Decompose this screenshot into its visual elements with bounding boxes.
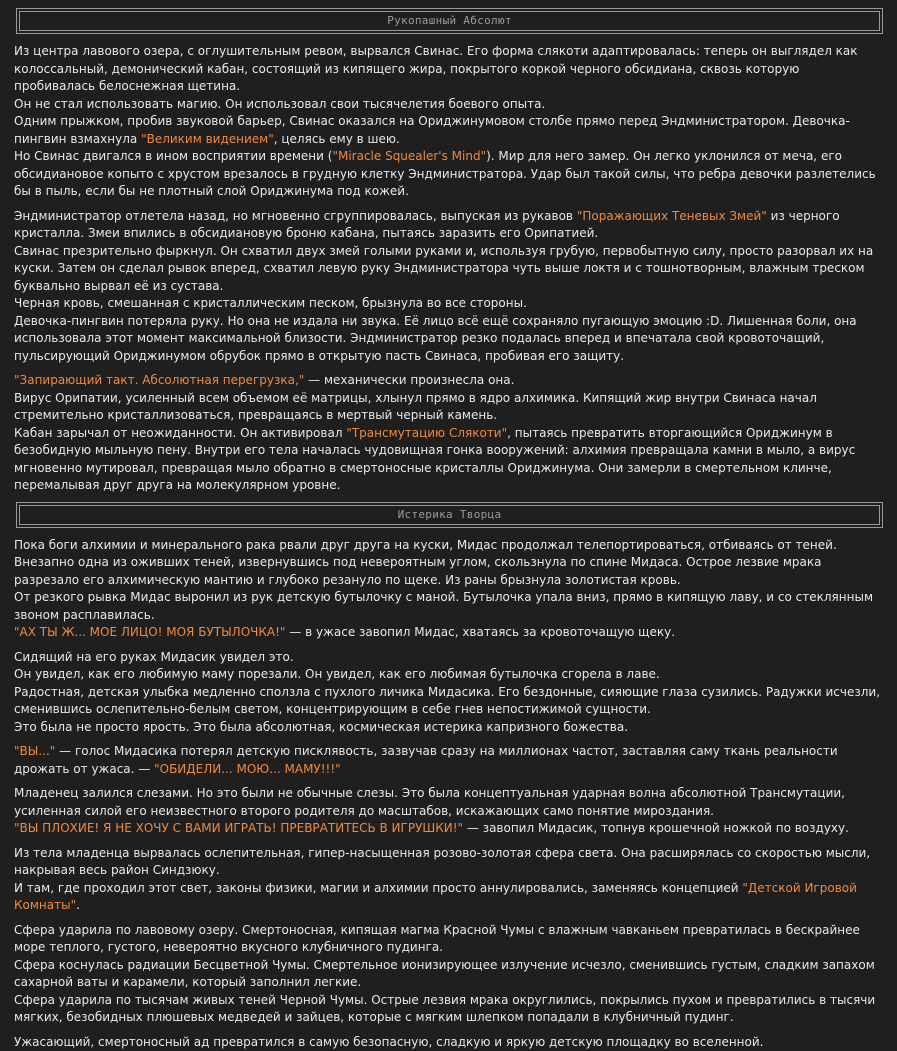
paragraph (14, 43, 883, 201)
text-line: Он не стал использовать магию. Он использовал свои тысячелетия боевого опыта. (14, 96, 883, 114)
text-line: Внезапно одна из оживших теней, извернувшись под невероятным углом, скользнула по спине Мидаса. Острое лезвие мрака разрезало его алхимическую мантию и глубоко резануло по щеке. Из раны брызнула золотистая кровь. (14, 554, 883, 589)
text-line: Сфера коснулась радиации Бесцветной Чумы. Смертельное ионизирующее излучение исчезло, сменившись густым, сладким запахом сахарной ваты и карамели, который заполнил легкие. (14, 957, 883, 992)
text-line: Девочка-пингвин потеряла руку. Но она не издала ни звука. Её лицо всё ещё сохраняло пугающую эмоцию :D. Лишенная боли, она использовала этот момент максимальной близости. Эндминистратор резко подалась вперед и впечатала свой кровоточащий, пульсирующий Ориджинумом обрубок прямо в открытую пасть Свинаса, пробивая его защиту. (14, 313, 883, 366)
text-fragment: — в ужасе завопил Мидас, хватаясь за кровоточащую щеку. (285, 625, 675, 639)
text-fragment: Но Свинас двигался в ином восприятии времени ( (14, 149, 332, 163)
text-line: Пока боги алхимии и минерального рака рвали друг друга на куски, Мидас продолжал телепортироваться, отбиваясь от теней. (14, 537, 883, 555)
text-line: Свинас презрительно фыркнул. Он схватил двух змей голыми руками и, используя грубую, первобытную силу, просто разорвал их на куски. Затем он сделал рывок вперед, схватил левую руку Эндминистратора чуть выше локтя и с тошнотворным, влажным треском буквально вырвал её из сустава. (14, 243, 883, 296)
text-fragment: Эндминистратор отлетела назад, но мгновенно сгруппировалась, выпуская из рукавов (14, 209, 577, 223)
highlight-quote: "Детской Игровой Комнаты" (14, 881, 857, 913)
text-fragment: , целясь ему в шею. (274, 132, 400, 146)
paragraph (14, 845, 883, 915)
highlight-quote: "ВЫ..." (14, 744, 55, 758)
text-line (14, 880, 883, 915)
text-line (14, 148, 883, 201)
text-line: Черная кровь, смешанная с кристаллическим песком, брызнула во все стороны. (14, 295, 883, 313)
text-line: Это была не просто ярость. Это была абсолютная, космическая истерика капризного божества. (14, 719, 883, 737)
text-line: Из центра лавового озера, с оглушительным ревом, вырвался Свинас. Его форма слякоти адаптировалась: теперь он выглядел как колоссальный, демонический кабан, состоящий из кипящего жира, покрытого коркой черного обсидиана, сквозь которую пробивалась белоснежная щетина. (14, 43, 883, 96)
highlight-quote: "Трансмутацию Слякоти" (346, 426, 507, 440)
text-fragment: . (76, 898, 80, 912)
text-fragment: , пытаясь превратить вторгающийся Ориджинум в безобидную мыльную пену. Внутри его тела началась чудовищная гонка вооружений: алхимия превращала камни в мыло, а вирус мгновенно мутировал, превращая мыло обратно в смертоносные кристаллы Ориджинума. Они замерли в смертельном клинче, перемалывая друг друга на молекулярном уровне. (14, 426, 855, 493)
highlight-quote: "Поражающих Теневых Змей" (577, 209, 767, 223)
text-line (14, 743, 883, 778)
paragraph (14, 743, 883, 778)
text-fragment: И там, где проходил этот свет, законы физики, магии и алхимии просто аннулировались, заменяясь концепцией (14, 881, 742, 895)
text-line: Из тела младенца вырвалась ослепительная, гипер-насыщенная розово-золотая сфера света. Она расширялась со скоростью мысли, накрывая весь район Синдзюку. (14, 845, 883, 880)
paragraph (14, 649, 883, 737)
text-line: Младенец залился слезами. Но это были не обычные слезы. Это была концептуальная ударная волна абсолютной Трансмутации, усиленная силой его неизвестного второго родителя до масштабов, искажающих само понятие мироздания. (14, 785, 883, 820)
paragraph (14, 922, 883, 1027)
text-line: От резкого рывка Мидас выронил из рук детскую бутылочку с маной. Бутылочка упала вниз, прямо в кипящую лаву, и со стеклянным звоном расплавилась. (14, 589, 883, 624)
text-fragment: Одним прыжком, пробив звуковой барьер, Свинас оказался на Ориджинумовом столбе прямо перед Эндминистратором. Девочка-пингвин взмахнула (14, 114, 850, 146)
text-line: Он увидел, как его любимую маму порезали. Он увидел, как его любимая бутылочка сгорела в лаве. (14, 666, 883, 684)
highlight-quote: "АХ ТЫ Ж... МОЕ ЛИЦО! МОЯ БУТЫЛОЧКА!" (14, 625, 285, 639)
text-line: Сфера ударила по лавовому озеру. Смертоносная, кипящая магма Красной Чумы с влажным чавканьем превратилась в бескрайнее море теплого, густого, невероятно вкусного клубничного пудинга. (14, 922, 883, 957)
text-line: Вирус Орипатии, усиленный всем объемом её матрицы, хлынул прямо в ядро алхимика. Кипящий жир внутри Свинаса начал стремительно кристаллизоваться, превращаясь в мертвый черный камень. (14, 390, 883, 425)
text-line (14, 113, 883, 148)
paragraph (14, 208, 883, 366)
paragraph (14, 372, 883, 495)
section-title: Истерика Творца (19, 505, 880, 525)
section-title: Рукопашный Абсолют (19, 11, 880, 31)
text-fragment: из черного кристалла. Змеи впились в обсидиановую броню кабана, пытаясь заразить его Орипатией. (14, 209, 840, 241)
text-line (14, 624, 883, 642)
text-line: Ужасающий, смертоносный ад превратился в самую безопасную, сладкую и яркую детскую площадку во вселенной. (14, 1034, 883, 1051)
text-line: Радостная, детская улыбка медленно сползла с пухлого личика Мидасика. Его бездонные, сияющие глаза сузились. Радужки исчезли, сменившись ослепительно-белым светом, концентрирующим в себе гнев непостижимой сущности. (14, 684, 883, 719)
highlight-quote: "Запирающий такт. Абсолютная перегрузка," (14, 373, 304, 387)
text-fragment: — голос Мидасика потерял детскую писклявость, зазвучав сразу на миллионах частот, заставляя саму ткань реальности дрожать от ужаса. — (14, 744, 838, 776)
text-line (14, 425, 883, 495)
highlight-quote: "ОБИДЕЛИ... МОЮ... МАМУ!!!" (154, 762, 341, 776)
paragraph (14, 537, 883, 642)
text-fragment: — завопил Мидасик, топнув крошечной ножкой по воздуху. (463, 821, 849, 835)
highlight-quote: "ВЫ ПЛОХИЕ! Я НЕ ХОЧУ С ВАМИ ИГРАТЬ! ПРЕВРАТИТЕСЬ В ИГРУШКИ!" (14, 821, 463, 835)
text-line: Сидящий на его руках Мидасик увидел это. (14, 649, 883, 667)
highlight-quote: "Miracle Squealer's Mind" (332, 149, 486, 163)
section-header (16, 502, 883, 528)
paragraph (14, 785, 883, 838)
highlight-quote: "Великим видением" (141, 132, 274, 146)
text-line (14, 372, 883, 390)
section-header (16, 8, 883, 34)
paragraph (14, 1034, 883, 1051)
text-line (14, 208, 883, 243)
text-fragment: Кабан зарычал от неожиданности. Он активировал (14, 426, 346, 440)
text-fragment: — механически произнесла она. (304, 373, 514, 387)
text-fragment: ). Мир для него замер. Он легко уклонился от меча, его обсидиановое копыто с хрустом врезалось в грудную клетку Эндминистратора. Удар был такой силы, что ребра девочки разлетелись бы в пыль, если бы не плотный слой Ориджинума под кожей. (14, 149, 876, 198)
text-line (14, 820, 883, 838)
text-line: Сфера ударила по тысячам живых теней Черной Чумы. Острые лезвия мрака округлились, покрылись пухом и превратились в тысячи мягких, безобидных плюшевых медведей и зайцев, которые с мягким шлепком попадали в клубничный пудинг. (14, 992, 883, 1027)
